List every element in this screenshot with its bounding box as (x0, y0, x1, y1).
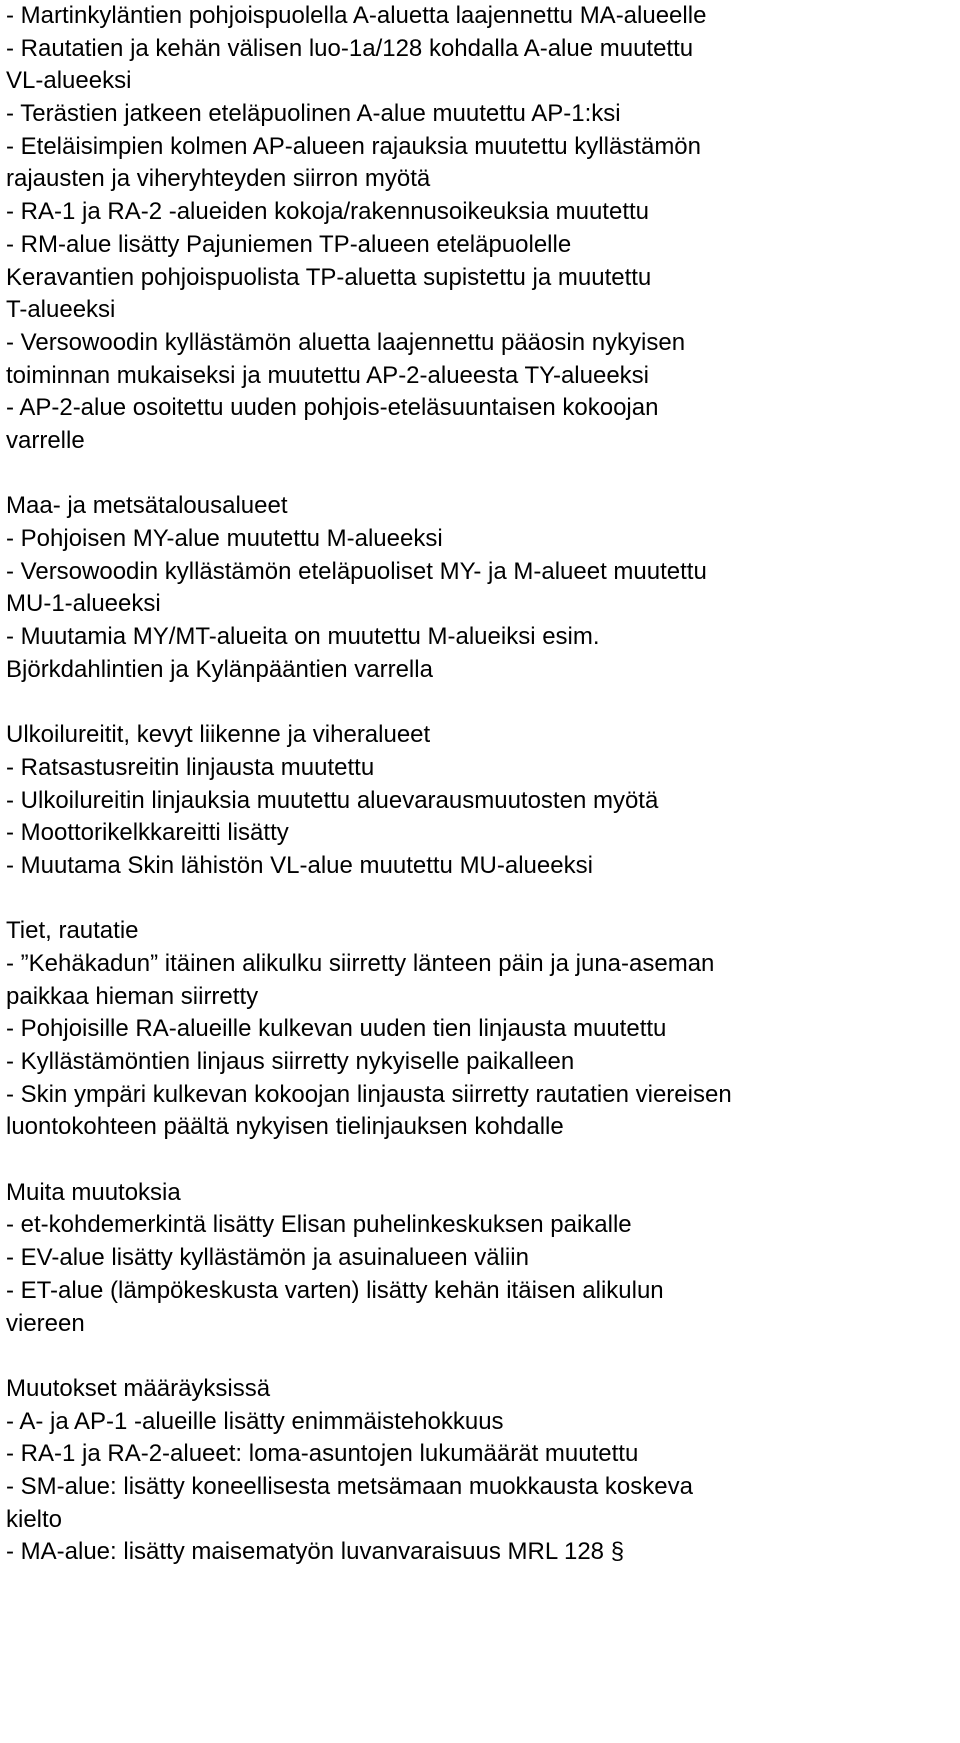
text-line: varrelle (6, 426, 85, 454)
text-line: - Pohjoisille RA-alueille kulkevan uuden tien linjausta muutettu (6, 1015, 667, 1043)
text-line: - EV-alue lisätty kyllästämön ja asuinalueen väliin (6, 1244, 529, 1272)
text-line: luontokohteen päältä nykyisen tielinjauksen kohdalle (6, 1113, 564, 1141)
intro-block (6, 0, 960, 458)
text-line: - et-kohdemerkintä lisätty Elisan puhelinkeskuksen paikalle (6, 1211, 632, 1239)
text-line: Keravantien pohjoispuolista TP-aluetta supistettu ja muutettu (6, 263, 652, 291)
text-line: - Rautatien ja kehän välisen luo-1a/128 kohdalla A-alue muutettu (6, 34, 694, 62)
text-line: - Muutamia MY/MT-alueita on muutettu M-alueiksi esim. (6, 623, 600, 651)
blank-line (6, 458, 960, 491)
text-line: Björkdahlintien ja Kylänpääntien varrella (6, 655, 433, 683)
text-line: - MA-alue: lisätty maisematyön luvanvaraisuus MRL 128 § (6, 1538, 625, 1566)
text-line: - Muutama Skin lähistön VL-alue muutettu MU-alueeksi (6, 851, 593, 879)
text-line: - Versowoodin kyllästämön eteläpuoliset MY- ja M-alueet muutettu (6, 557, 707, 585)
section-muutokset-maarayksissa (6, 1373, 960, 1569)
text-line: - RA-1 ja RA-2 -alueiden kokoja/rakennusoikeuksia muutettu (6, 198, 649, 226)
text-line: toiminnan mukaiseksi ja muutettu AP-2-alueesta TY-alueeksi (6, 361, 650, 389)
section-heading: Muutokset määräyksissä (6, 1374, 271, 1402)
document-body (6, 0, 960, 1569)
text-line: - RM-alue lisätty Pajuniemen TP-alueen eteläpuolelle (6, 230, 572, 258)
section-tiet-rautatie (6, 915, 960, 1144)
text-line: - ET-alue (lämpökeskusta varten) lisätty kehän itäisen alikulun (6, 1276, 664, 1304)
text-line: T-alueeksi (6, 296, 116, 324)
blank-line (6, 1340, 960, 1373)
text-line: - ”Kehäkadun” itäinen alikulku siirretty länteen päin ja juna-aseman (6, 949, 715, 977)
text-line: paikkaa hieman siirretty (6, 982, 259, 1010)
text-line: - A- ja AP-1 -alueille lisätty enimmäistehokkuus (6, 1407, 504, 1435)
section-heading: Ulkoilureitit, kevyt liikenne ja viheralueet (6, 721, 431, 749)
text-line: - Versowoodin kyllästämön aluetta laajennettu pääosin nykyisen (6, 328, 686, 356)
text-line: - RA-1 ja RA-2-alueet: loma-asuntojen lukumäärät muutettu (6, 1440, 639, 1468)
text-line: MU-1-alueeksi (6, 590, 161, 618)
text-line: - Ulkoilureitin linjauksia muutettu aluevarausmuutosten myötä (6, 786, 659, 814)
section-maa-ja-metsatalousalueet (6, 490, 960, 686)
text-line: - Terästien jatkeen eteläpuolinen A-alue muutettu AP-1:ksi (6, 100, 621, 128)
text-line: - Kyllästämöntien linjaus siirretty nykyiselle paikalleen (6, 1048, 575, 1075)
text-line: - Skin ympäri kulkevan kokoojan linjausta siirretty rautatien viereisen (6, 1080, 732, 1108)
text-line: kielto (6, 1505, 63, 1533)
text-line: - Eteläisimpien kolmen AP-alueen rajauksia muutettu kyllästämön (6, 132, 702, 160)
text-line: VL-alueeksi (6, 67, 132, 95)
blank-line (6, 1144, 960, 1177)
blank-line (6, 883, 960, 916)
text-line: - SM-alue: lisätty koneellisesta metsämaan muokkausta koskeva (6, 1472, 693, 1500)
section-heading: Muita muutoksia (6, 1178, 181, 1206)
text-line: - Ratsastusreitin linjausta muutettu (6, 753, 375, 781)
text-line: - Pohjoisen MY-alue muutettu M-alueeksi (6, 525, 443, 552)
text-line: - Moottorikelkkareitti lisätty (6, 819, 289, 847)
blank-line (6, 686, 960, 719)
section-heading: Tiet, rautatie (6, 917, 139, 945)
text-line: viereen (6, 1309, 85, 1337)
text-line: rajausten ja viheryhteyden siirron myötä (6, 165, 431, 193)
section-heading: Maa- ja metsätalousalueet (6, 492, 288, 520)
section-muita-muutoksia (6, 1177, 960, 1340)
text-line: - Martinkyläntien pohjoispuolella A-aluetta laajennettu MA-alueelle (6, 2, 707, 29)
text-line: - AP-2-alue osoitettu uuden pohjois-eteläsuuntaisen kokoojan (6, 394, 659, 422)
section-ulkoilureitit (6, 719, 960, 882)
